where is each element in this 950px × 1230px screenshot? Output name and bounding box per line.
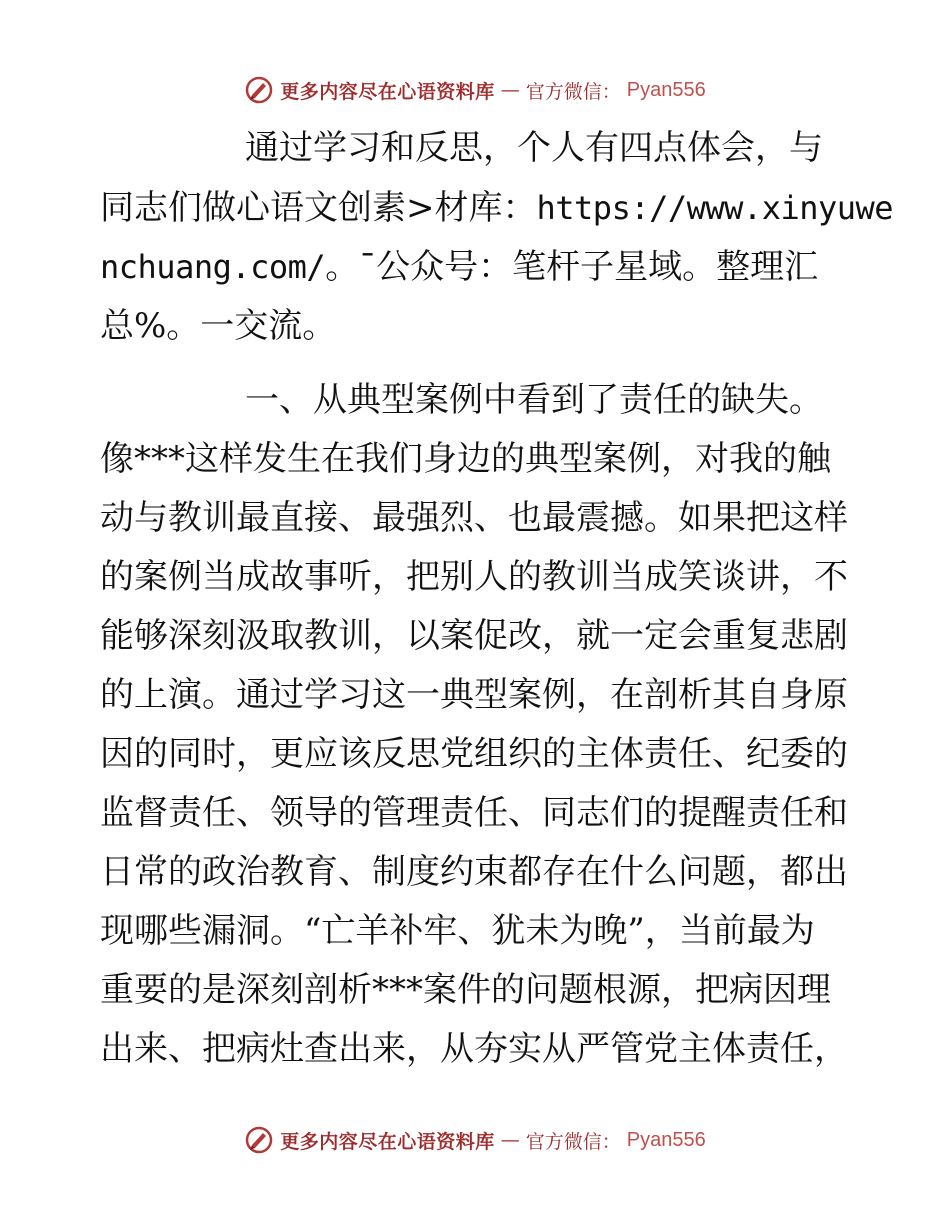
banner-wechat-id: Pyan556 <box>626 1128 706 1151</box>
paragraph2-line: 的案例当成故事听，把别人的教训当成笑谈讲，不 <box>100 557 848 597</box>
footer-watermark-banner <box>0 1123 950 1157</box>
paragraph1-line3-text: 。¯公众号：笔杆子星域。整理汇 <box>325 247 819 287</box>
banner-separator: — <box>500 1129 520 1151</box>
brand-logo-icon <box>244 75 274 105</box>
banner-separator: — <box>500 79 520 101</box>
paragraph1-line1: 通过学习和反思，个人有四点体会，与 <box>245 128 823 168</box>
paragraph2-line: 动与教训最直接、最强烈、也最震撼。如果把这样 <box>100 498 848 538</box>
paragraph1-url-part1: https://www.xinyuwe <box>536 189 894 227</box>
banner-slogan: 更多内容尽在心语资料库 <box>280 1130 495 1153</box>
paragraph2-line: 能够深刻汲取教训，以案促改，就一定会重复悲剧 <box>100 616 848 656</box>
paragraph2-line: 出来、把病灶查出来，从夯实从严管党主体责任， <box>100 1029 848 1069</box>
banner-slogan: 更多内容尽在心语资料库 <box>280 80 495 103</box>
brand-logo-icon <box>244 1125 274 1155</box>
paragraph1-line4: 总%。一交流。 <box>100 306 337 346</box>
paragraph1-line2 <box>100 186 894 230</box>
paragraph2-line: 像***这样发生在我们身边的典型案例，对我的触 <box>100 439 831 479</box>
paragraph2-heading-line: 一、从典型案例中看到了责任的缺失。 <box>245 380 823 420</box>
paragraph2-line: 重要的是深刻剖析***案件的问题根源，把病因理 <box>100 970 831 1010</box>
banner-wechat-label: 官方微信： <box>525 80 621 103</box>
paragraph2-line: 日常的政治教育、制度约束都存在什么问题，都出 <box>100 852 848 892</box>
paragraph1-line3 <box>100 245 850 289</box>
paragraph1-line2-text: 同志们做心语文创素>材库： <box>100 188 537 228</box>
banner-wechat-label: 官方微信： <box>525 1130 621 1153</box>
paragraph2-line: 现哪些漏洞。“亡羊补牢、犹未为晚”，当前最为 <box>100 911 815 951</box>
paragraph2-line: 因的同时，更应该反思党组织的主体责任、纪委的 <box>100 734 848 774</box>
banner-wechat-id: Pyan556 <box>626 78 706 101</box>
header-watermark-banner <box>0 73 950 107</box>
paragraph2-line: 的上演。通过学习这一典型案例，在剖析其自身原 <box>100 675 848 715</box>
paragraph2-line: 监督责任、领导的管理责任、同志们的提醒责任和 <box>100 793 848 833</box>
paragraph1-url-part2: nchuang.com/ <box>100 248 326 286</box>
